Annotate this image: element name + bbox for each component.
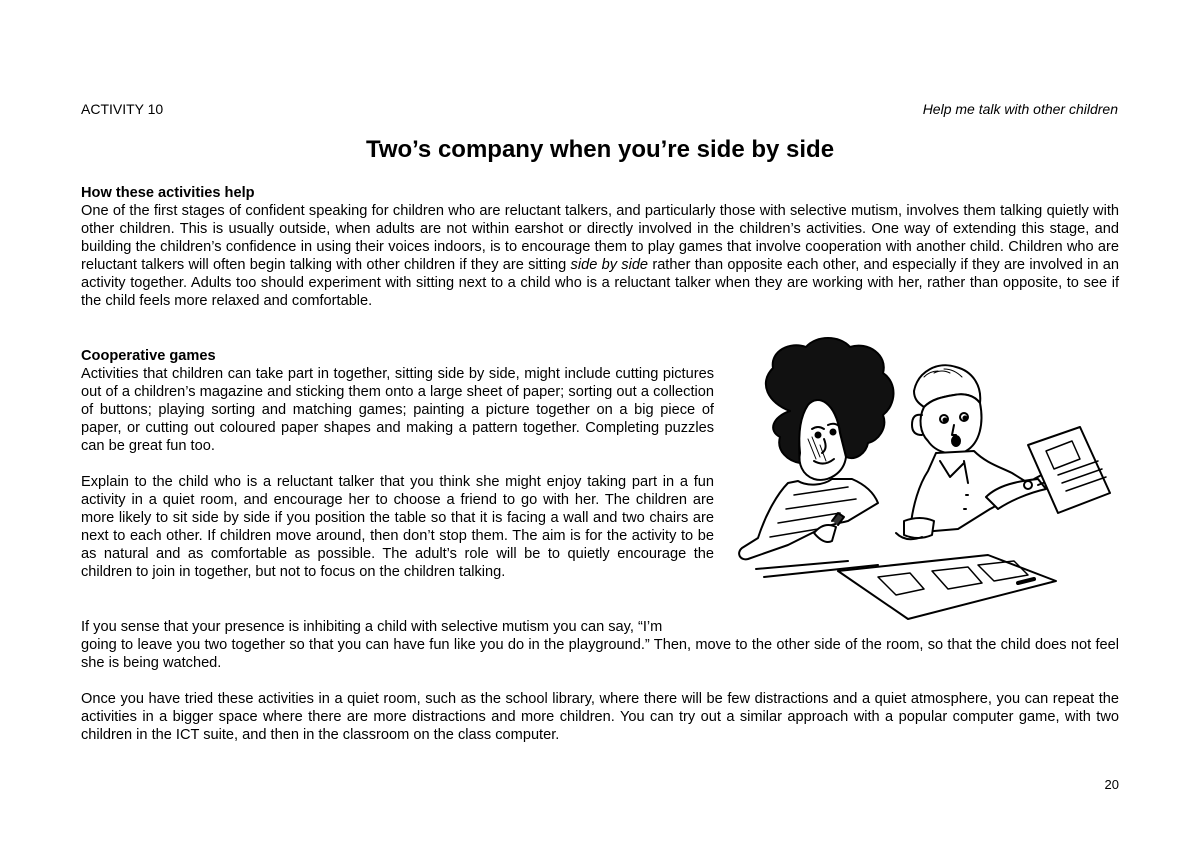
coop-paragraph-1: Activities that children can take part in together, sitting side by side, might include cutting pictures out of a children’s magazine and sticking them onto a large sheet of paper; sorting out a collection of buttons; playing sorting and matching games; painting a picture together on a big piece of paper, or cutting out coloured paper shapes and making a pattern together. Completing puzzles can be great fun too. (81, 366, 714, 454)
coop-heading: Cooperative games (81, 348, 216, 364)
boy-face (921, 394, 982, 453)
coop-paragraph-3-rest: going to leave you two together so that you can have fun like you do in the playground.” Then, move to the other side of the room, so that the child does not feel she is being watched. (81, 637, 1119, 671)
girl-body (739, 479, 878, 559)
coop-paragraph-3-line-1: If you sense that your presence is inhibiting a child with selective mutism you can say, “I’m (81, 619, 663, 635)
coop-paragraph-2: Explain to the child who is a reluctant talker that you think she might enjoy taking part in a fun activity in a quiet room, and encourage her to choose a friend to go with her. The children are more likely to sit side by side if you position the table so that it is facing a wall and two chairs are next to each other. If children move around, then don’t stop them. The aim is for the activity to be as natural and as comfortable as possible. The adult’s role will be to quietly encourage the children to join in together, but not to focus on the children talking. (81, 474, 714, 580)
coop-section (81, 347, 714, 455)
help-heading: How these activities help (81, 185, 255, 201)
section-title: Help me talk with other children (922, 101, 1118, 117)
page-title: Two’s company when you’re side by side (365, 136, 835, 163)
help-text-a: One of the first stages of confident speaking for children who are reluctant talkers, and particularly those with selective mutism, involves them talking quietly with other children. This is usually outside, when adults are not within earshot or directly involved in the children’s activities. One way of extending this stage, and building the children’s confidence in using their voices indoors, is to encourage them to play games that involve cooperation with another child. Children who are reluctant talkers will often begin talking with other children if they are sitting (81, 203, 1119, 273)
page-number: 20 (1104, 777, 1119, 792)
activity-label: ACTIVITY 10 (81, 101, 164, 117)
help-text-b: rather than opposite each other, and especially if they are involved in an activity together. Adults too should experiment with sitting next to a child who is a reluctant talker when they are working with her, rather than opposite, to see if the child feels more relaxed and comfortable. (81, 257, 1120, 309)
help-section (81, 184, 1119, 310)
coop-paragraph-4: Once you have tried these activities in a quiet room, such as the school library, where there will be few distractions and a quiet atmosphere, you can repeat the activities in a bigger space where there are more distractions and more children. You can try out a similar approach with a popular computer game, with two children in the ICT suite, and then in the classroom on the class computer. (81, 691, 1119, 743)
children-illustration (728, 333, 1118, 625)
help-paragraph (81, 202, 1119, 310)
help-emphasis: side by side (570, 257, 649, 273)
